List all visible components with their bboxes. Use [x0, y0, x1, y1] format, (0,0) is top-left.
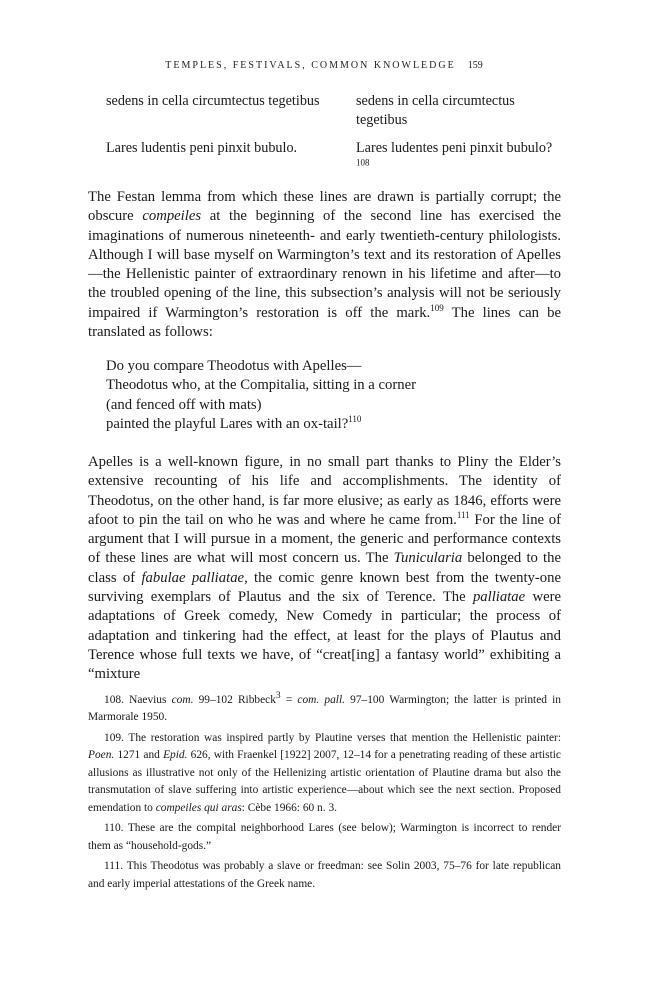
verse-row	[106, 92, 566, 130]
text-run: For the line of argument that I will pursue in a moment, the generic and performance contexts of these lines are what will most concern us. The	[88, 511, 561, 567]
footnote-ref-111[interactable]: 111	[456, 510, 470, 520]
text-run: 109. The restoration was inspired partly by Plautine verses that mention the Hellenistic painter:	[104, 731, 561, 744]
italic-term: fabulae palliatae	[141, 569, 245, 586]
italic-term: Tunicularia	[393, 550, 463, 567]
paragraph-festan-lemma	[88, 188, 561, 342]
footnote-ref-108[interactable]: 108	[356, 157, 370, 168]
text-run: The lines can be translated as follows:	[88, 304, 561, 341]
verse-right-text	[356, 139, 556, 177]
translation-line	[106, 415, 546, 434]
footnote-ref-109[interactable]: 109	[430, 302, 444, 313]
text-run: The Festan lemma from which these lines are drawn is partially corrupt; the obscure	[88, 189, 561, 225]
italic-term: Epid.	[163, 749, 188, 762]
footnote-111: 111. This Theodotus was probably a slave or freedman: see Solin 2003, 75–76 for late republican and early imperial attestations of the Greek name.	[88, 860, 561, 890]
text-run: : Cèbe 1966: 60 n. 3.	[241, 801, 337, 814]
paragraph-apelles	[88, 453, 561, 685]
italic-term: com.	[171, 693, 194, 706]
text-run: belonged to the class of	[88, 550, 561, 586]
translation-line: Do you compare Theodotus with Apelles—	[106, 358, 362, 374]
text-run: 1271 and	[114, 749, 164, 762]
verse-left-text: Lares ludentis peni pinxit bubulo.	[106, 140, 298, 156]
text-run: 99–102 Ribbeck	[193, 693, 276, 706]
verse-right-line: Lares ludentes peni pinxit bubulo?	[356, 140, 553, 156]
translation-line-text: painted the playful Lares with an ox-tail?	[106, 415, 349, 432]
verse-left-text: sedens in cella circumtectus tegetibus	[106, 93, 320, 109]
running-head	[88, 60, 560, 71]
verse-row	[106, 139, 566, 177]
text-run: , the comic genre known best from the twenty-one surviving exemplars of Plautus and the six of Terence. The	[88, 569, 562, 606]
verse-right-line: sedens in cella circumtectus tegetibus	[356, 93, 515, 128]
text-run: at the beginning of the second line has exercised the imaginations of numerous nineteenth- and early twentieth-century philologists. Although I will base myself on Warmington’s text and its restoration of Apelles—the Hellenistic painter of extraordinary renown in his lifetime and after—to the troubled opening of the line, this subsection’s analysis will not be seriously impaired if Warmington’s restoration is off the mark.	[88, 208, 561, 321]
italic-term: compeiles	[142, 208, 202, 225]
footnote-110: 110. These are the compital neighborhood Lares (see below); Warmington is incorrect to render them as “household-gods.”	[88, 822, 561, 852]
verse-translation	[106, 357, 546, 434]
italic-term: Poen.	[88, 749, 115, 762]
italic-term: compeiles qui aras	[155, 801, 242, 814]
text-run: 108. Naevius	[104, 693, 172, 706]
footnotes	[88, 688, 561, 896]
text-run: Apelles is a well-known figure, in no small part thanks to Pliny the Elder’s extensive recounting of his life and accomplishments. The identity of Theodotus, on the other hand, is far more elusive; as early as 1846, efforts were afoot to pin the tail on who he was and where he came from.	[88, 454, 561, 528]
footnote-108	[88, 688, 561, 727]
superscript: 3	[275, 691, 281, 701]
text-run: were adaptations of Greek comedy, New Comedy in particular; the process of adaptation and tinkering had the effect, at least for the plays of Plautus and Terence whose full texts we have, of “creat[ing] a fantasy world” exhibiting a “mixture	[88, 589, 561, 683]
latin-verse-comparison	[106, 92, 566, 186]
page-number: 159	[467, 60, 483, 71]
translation-line: (and fenced off with mats)	[106, 396, 262, 413]
italic-term: com. pall.	[297, 693, 345, 706]
text-run: =	[280, 693, 298, 706]
italic-term: palliatae	[472, 589, 526, 606]
footnote-109	[88, 730, 561, 818]
verse-right-text	[356, 92, 556, 130]
running-head-title: TEMPLES, FESTIVALS, COMMON KNOWLEDGE	[165, 60, 456, 71]
text-run: 97–100 Warmington; the latter is printed in Marmorale 1950.	[88, 693, 561, 724]
translation-line: Theodotus who, at the Compitalia, sitting in a corner	[106, 377, 417, 394]
footnote-ref-110[interactable]: 110	[348, 414, 362, 424]
text-run: 626, with Fraenkel [1922] 2007, 12–14 for a penetrating reading of these artistic allusions as illustrative not only of the Hellenizing artistic orientation of Plautine drama but also the transmutation of slave suffering into artistic experience—about which see the next section. Proposed emendation to	[88, 749, 561, 814]
